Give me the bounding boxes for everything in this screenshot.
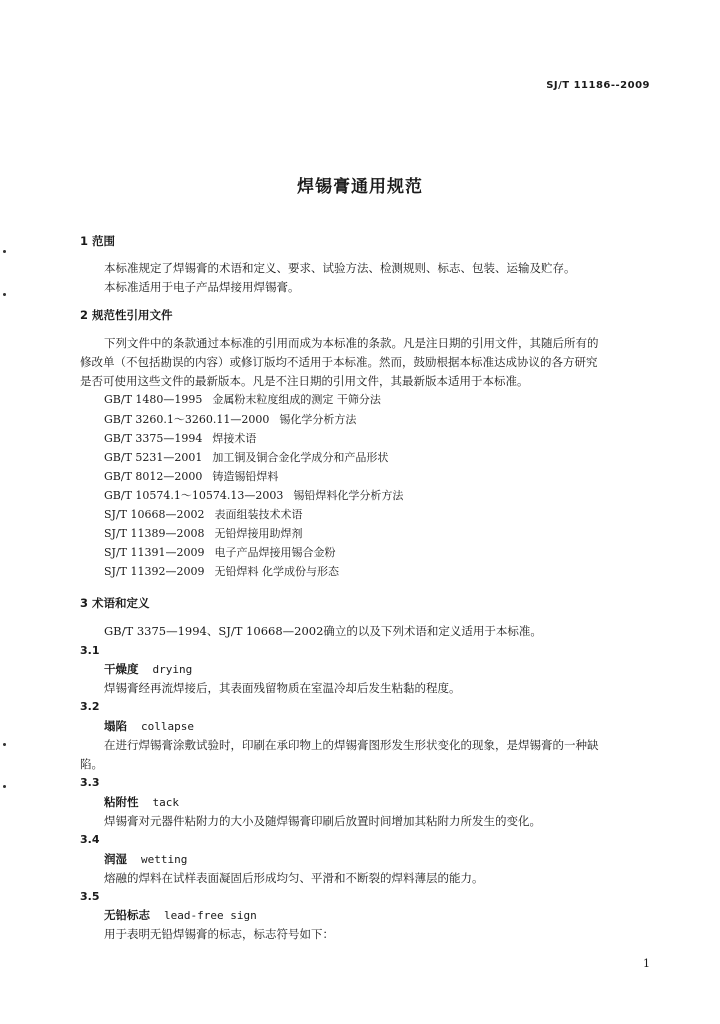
reference-code: SJ/T 11392—2009 <box>104 565 205 578</box>
reference-name: 表面组装技术术语 <box>214 508 303 521</box>
reference-name: 锡化学分析方法 <box>279 413 357 426</box>
reference-name: 锡铅焊料化学分析方法 <box>293 489 404 502</box>
reference-item <box>104 565 339 579</box>
term-title: 无铅标志 lead-free sign <box>104 908 257 922</box>
reference-code: SJ/T 11389—2008 <box>104 527 205 540</box>
reference-item <box>104 546 335 560</box>
reference-item <box>104 527 302 541</box>
scan-mark <box>3 785 6 788</box>
reference-name: 焊接术语 <box>212 432 257 445</box>
reference-item <box>104 489 403 503</box>
reference-code: GB/T 1480—1995 <box>104 393 203 406</box>
paragraph: 本标准规定了焊锡膏的术语和定义、要求、试验方法、检测规则、标志、包装、运输及贮存。 <box>104 261 576 275</box>
reference-code: GB/T 8012—2000 <box>104 470 203 483</box>
paragraph: 是否可使用这些文件的最新版本。凡是不注日期的引用文件，其最新版本适用于本标准。 <box>80 374 529 388</box>
scan-mark <box>3 293 6 296</box>
reference-name: 无铅焊料 化学成份与形态 <box>214 565 339 578</box>
reference-code: GB/T 10574.1～10574.13—2003 <box>104 489 284 502</box>
term-title: 润湿 wetting <box>104 852 188 866</box>
reference-item <box>104 470 278 484</box>
reference-item <box>104 393 381 407</box>
reference-item <box>104 451 388 465</box>
section-heading: 3 术语和定义 <box>80 596 150 610</box>
reference-name: 铸造锡铅焊料 <box>212 470 279 483</box>
section-heading: 2 规范性引用文件 <box>80 308 173 322</box>
paragraph: 下列文件中的条款通过本标准的引用而成为本标准的条款。凡是注日期的引用文件，其随后所有的 <box>104 336 599 350</box>
reference-item <box>104 413 356 427</box>
term-definition: 熔融的焊料在试样表面凝固后形成均匀、平滑和不断裂的焊料薄层的能力。 <box>104 871 484 885</box>
paragraph: GB/T 3375—1994、SJ/T 10668—2002确立的以及下列术语和定义适用于本标准。 <box>104 624 542 638</box>
term-number: 3.5 <box>80 890 100 903</box>
reference-code: GB/T 3375—1994 <box>104 432 203 445</box>
term-title: 粘附性 tack <box>104 795 179 809</box>
reference-code: SJ/T 11391—2009 <box>104 546 205 559</box>
reference-item <box>104 508 302 522</box>
reference-code: SJ/T 10668—2002 <box>104 508 205 521</box>
paragraph: 修改单（不包括勘误的内容）或修订版均不适用于本标准。然而，鼓励根据本标准达成协议的各方研究 <box>80 355 598 369</box>
term-definition: 焊锡膏对元器件粘附力的大小及随焊锡膏印刷后放置时间增加其粘附力所发生的变化。 <box>104 814 541 828</box>
term-definition: 在进行焊锡膏涂敷试验时，印刷在承印物上的焊锡膏图形发生形状变化的现象，是焊锡膏的一种缺 <box>104 738 599 752</box>
reference-code: GB/T 3260.1～3260.11—2000 <box>104 413 270 426</box>
scan-mark <box>3 743 6 746</box>
reference-code: GB/T 5231—2001 <box>104 451 203 464</box>
paragraph: 本标准适用于电子产品焊接用焊锡膏。 <box>104 280 300 294</box>
term-definition: 用于表明无铅焊锡膏的标志，标志符号如下： <box>104 927 334 941</box>
document-title: 焊锡膏通用规范 <box>297 177 423 197</box>
reference-name: 无铅焊接用助焊剂 <box>214 527 303 540</box>
term-definition-cont: 陷。 <box>80 757 103 771</box>
reference-name: 金属粉末粒度组成的测定 干筛分法 <box>212 393 381 406</box>
section-heading: 1 范围 <box>80 234 116 248</box>
reference-name: 电子产品焊接用锡合金粉 <box>214 546 336 559</box>
page-number: 1 <box>643 957 650 970</box>
reference-name: 加工铜及铜合金化学成分和产品形状 <box>212 451 389 464</box>
term-number: 3.1 <box>80 644 100 657</box>
scan-mark <box>3 250 6 253</box>
term-definition: 焊锡膏经再流焊接后，其表面残留物质在室温冷却后发生粘黏的程度。 <box>104 681 461 695</box>
reference-item <box>104 432 256 446</box>
standard-number: SJ/T 11186--2009 <box>546 80 650 91</box>
term-title: 塌陷 collapse <box>104 719 194 733</box>
term-number: 3.3 <box>80 776 100 789</box>
term-number: 3.4 <box>80 833 100 846</box>
term-title: 干燥度 drying <box>104 662 193 676</box>
term-number: 3.2 <box>80 700 100 713</box>
